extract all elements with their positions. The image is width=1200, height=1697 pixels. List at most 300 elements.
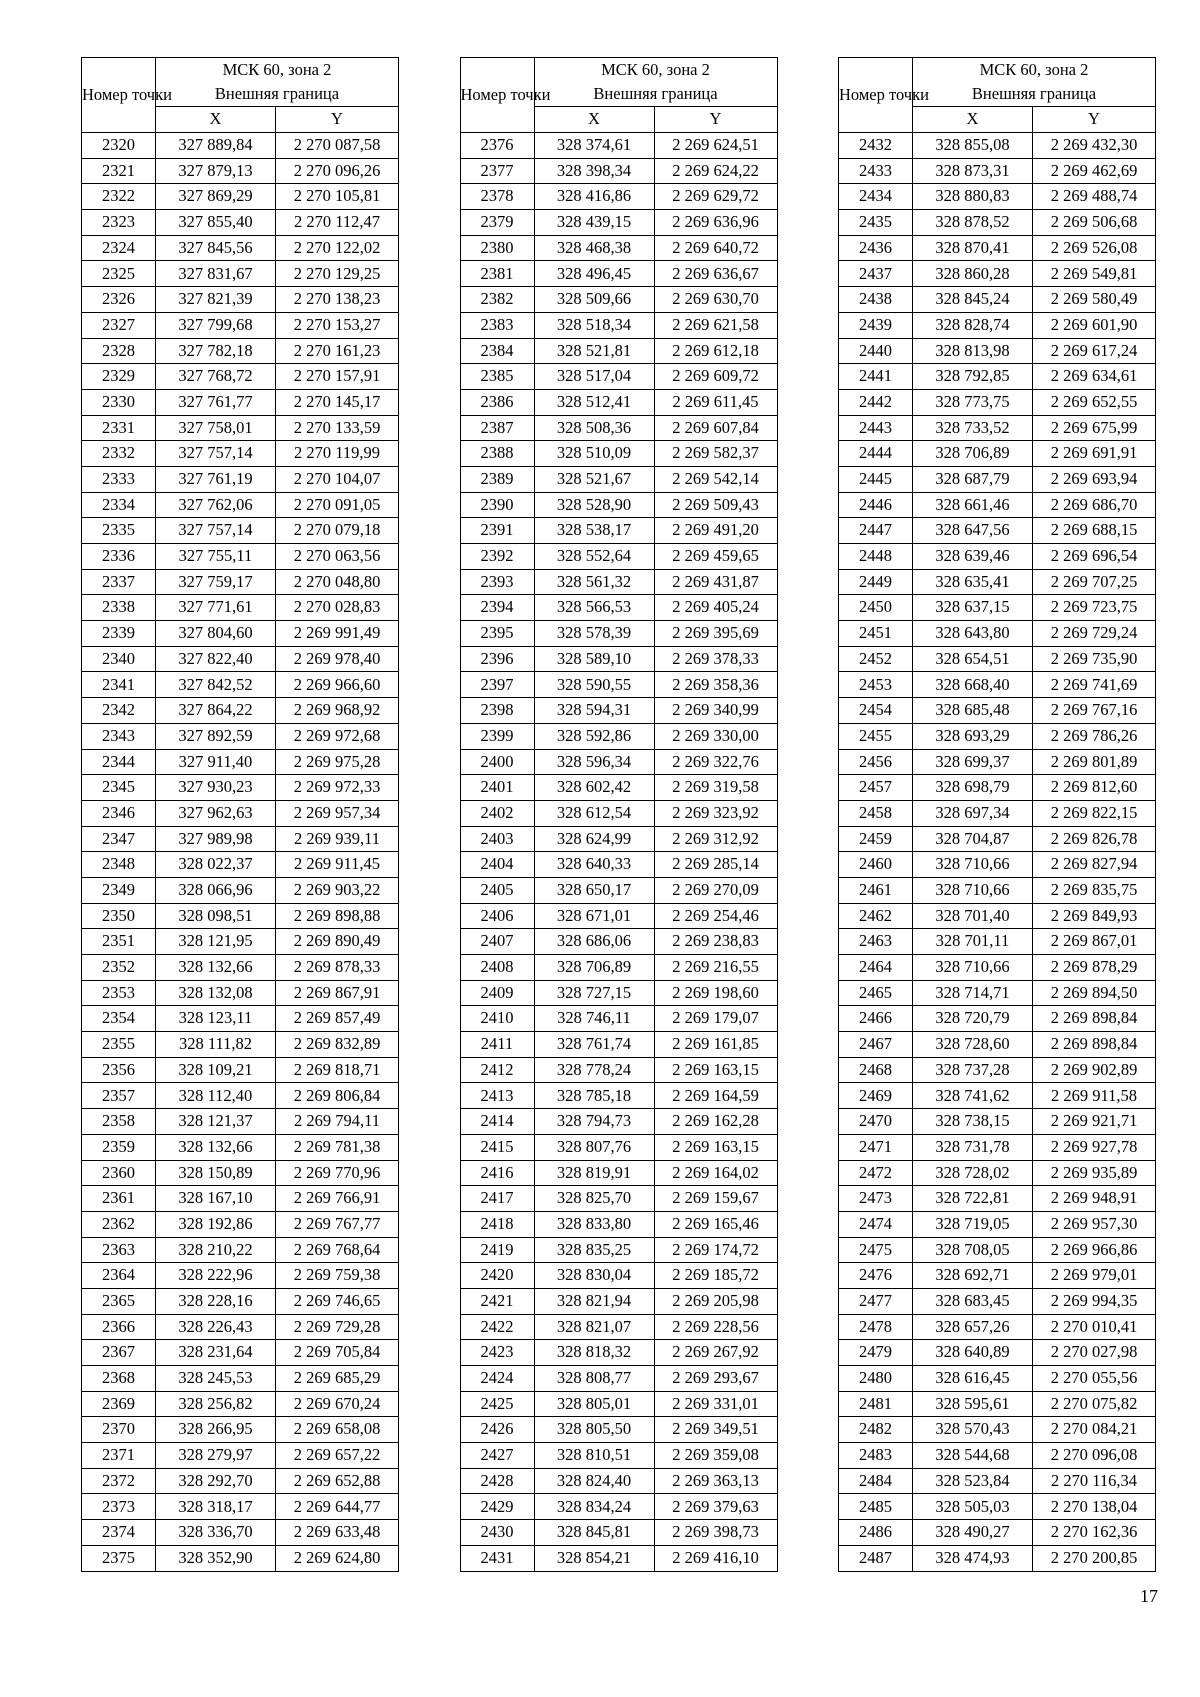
point-number-cell: 2436 bbox=[839, 235, 913, 261]
point-number-cell: 2341 bbox=[82, 672, 156, 698]
coordinates-table-3 bbox=[838, 57, 1156, 1572]
table-row bbox=[82, 749, 399, 775]
table-row bbox=[460, 800, 777, 826]
point-number-cell: 2409 bbox=[460, 980, 534, 1006]
y-coordinate-cell: 2 269 957,30 bbox=[1033, 1211, 1156, 1237]
x-coordinate-cell: 328 640,33 bbox=[534, 852, 654, 878]
table-row bbox=[460, 389, 777, 415]
point-number-cell: 2354 bbox=[82, 1006, 156, 1032]
x-coordinate-cell: 327 930,23 bbox=[156, 775, 276, 801]
point-number-cell: 2365 bbox=[82, 1288, 156, 1314]
table-row bbox=[82, 1443, 399, 1469]
header-point-number: Номер точки bbox=[839, 58, 913, 133]
y-coordinate-cell: 2 270 138,04 bbox=[1033, 1494, 1156, 1520]
x-coordinate-cell: 328 834,24 bbox=[534, 1494, 654, 1520]
y-coordinate-cell: 2 269 822,15 bbox=[1033, 800, 1156, 826]
point-number-cell: 2456 bbox=[839, 749, 913, 775]
point-number-cell: 2408 bbox=[460, 955, 534, 981]
x-coordinate-cell: 328 167,10 bbox=[156, 1186, 276, 1212]
x-coordinate-cell: 328 508,36 bbox=[534, 415, 654, 441]
point-number-cell: 2482 bbox=[839, 1417, 913, 1443]
point-number-cell: 2381 bbox=[460, 261, 534, 287]
table-row bbox=[460, 903, 777, 929]
x-coordinate-cell: 328 561,32 bbox=[534, 569, 654, 595]
y-coordinate-cell: 2 269 312,92 bbox=[654, 826, 777, 852]
x-coordinate-cell: 328 596,34 bbox=[534, 749, 654, 775]
table-row bbox=[460, 261, 777, 287]
y-coordinate-cell: 2 270 116,34 bbox=[1033, 1468, 1156, 1494]
x-coordinate-cell: 328 686,06 bbox=[534, 929, 654, 955]
x-coordinate-cell: 328 738,15 bbox=[913, 1109, 1033, 1135]
y-coordinate-cell: 2 269 432,30 bbox=[1033, 133, 1156, 159]
y-coordinate-cell: 2 270 087,58 bbox=[276, 133, 399, 159]
x-coordinate-cell: 328 123,11 bbox=[156, 1006, 276, 1032]
point-number-cell: 2444 bbox=[839, 441, 913, 467]
x-coordinate-cell: 328 778,24 bbox=[534, 1057, 654, 1083]
x-coordinate-cell: 328 616,45 bbox=[913, 1366, 1033, 1392]
x-coordinate-cell: 327 757,14 bbox=[156, 441, 276, 467]
y-coordinate-cell: 2 269 948,91 bbox=[1033, 1186, 1156, 1212]
y-coordinate-cell: 2 269 898,84 bbox=[1033, 1006, 1156, 1032]
table-row bbox=[839, 1134, 1156, 1160]
x-coordinate-cell: 328 805,01 bbox=[534, 1391, 654, 1417]
x-coordinate-cell: 328 637,15 bbox=[913, 595, 1033, 621]
point-number-cell: 2421 bbox=[460, 1288, 534, 1314]
table-row bbox=[839, 1211, 1156, 1237]
x-coordinate-cell: 328 066,96 bbox=[156, 877, 276, 903]
table-row bbox=[839, 852, 1156, 878]
y-coordinate-cell: 2 269 164,02 bbox=[654, 1160, 777, 1186]
table-row bbox=[460, 338, 777, 364]
table-row bbox=[839, 1237, 1156, 1263]
x-coordinate-cell: 328 228,16 bbox=[156, 1288, 276, 1314]
table-body bbox=[839, 133, 1156, 1572]
table-row bbox=[839, 1417, 1156, 1443]
y-coordinate-cell: 2 269 696,54 bbox=[1033, 544, 1156, 570]
y-coordinate-cell: 2 269 319,58 bbox=[654, 775, 777, 801]
y-coordinate-cell: 2 269 612,18 bbox=[654, 338, 777, 364]
x-coordinate-cell: 328 517,04 bbox=[534, 364, 654, 390]
y-coordinate-cell: 2 269 652,55 bbox=[1033, 389, 1156, 415]
table-row bbox=[82, 1263, 399, 1289]
y-coordinate-cell: 2 269 636,96 bbox=[654, 210, 777, 236]
y-coordinate-cell: 2 269 729,28 bbox=[276, 1314, 399, 1340]
y-coordinate-cell: 2 269 978,40 bbox=[276, 646, 399, 672]
x-coordinate-cell: 328 496,45 bbox=[534, 261, 654, 287]
y-coordinate-cell: 2 269 267,92 bbox=[654, 1340, 777, 1366]
point-number-cell: 2483 bbox=[839, 1443, 913, 1469]
point-number-cell: 2392 bbox=[460, 544, 534, 570]
point-number-cell: 2449 bbox=[839, 569, 913, 595]
x-coordinate-cell: 328 112,40 bbox=[156, 1083, 276, 1109]
y-coordinate-cell: 2 269 322,76 bbox=[654, 749, 777, 775]
table-row bbox=[839, 569, 1156, 595]
table-row bbox=[82, 723, 399, 749]
point-number-cell: 2404 bbox=[460, 852, 534, 878]
table-row bbox=[460, 492, 777, 518]
point-number-cell: 2359 bbox=[82, 1134, 156, 1160]
y-coordinate-cell: 2 269 939,11 bbox=[276, 826, 399, 852]
table-row bbox=[460, 466, 777, 492]
x-coordinate-cell: 328 731,78 bbox=[913, 1134, 1033, 1160]
point-number-cell: 2432 bbox=[839, 133, 913, 159]
page-number: 17 bbox=[1140, 1586, 1158, 1606]
table-row bbox=[460, 852, 777, 878]
table-row bbox=[839, 929, 1156, 955]
y-coordinate-cell: 2 269 378,33 bbox=[654, 646, 777, 672]
point-number-cell: 2441 bbox=[839, 364, 913, 390]
point-number-cell: 2402 bbox=[460, 800, 534, 826]
y-coordinate-cell: 2 269 624,22 bbox=[654, 158, 777, 184]
y-coordinate-cell: 2 269 349,51 bbox=[654, 1417, 777, 1443]
table-row bbox=[460, 646, 777, 672]
point-number-cell: 2478 bbox=[839, 1314, 913, 1340]
table-row bbox=[839, 877, 1156, 903]
point-number-cell: 2407 bbox=[460, 929, 534, 955]
point-number-cell: 2413 bbox=[460, 1083, 534, 1109]
y-coordinate-cell: 2 269 228,56 bbox=[654, 1314, 777, 1340]
point-number-cell: 2378 bbox=[460, 184, 534, 210]
point-number-cell: 2323 bbox=[82, 210, 156, 236]
x-coordinate-cell: 328 818,32 bbox=[534, 1340, 654, 1366]
table-row bbox=[839, 235, 1156, 261]
y-coordinate-cell: 2 269 658,08 bbox=[276, 1417, 399, 1443]
table-row bbox=[839, 980, 1156, 1006]
y-coordinate-cell: 2 270 055,56 bbox=[1033, 1366, 1156, 1392]
table-row bbox=[839, 364, 1156, 390]
point-number-cell: 2405 bbox=[460, 877, 534, 903]
y-coordinate-cell: 2 269 634,61 bbox=[1033, 364, 1156, 390]
x-coordinate-cell: 328 810,51 bbox=[534, 1443, 654, 1469]
point-number-cell: 2338 bbox=[82, 595, 156, 621]
point-number-cell: 2343 bbox=[82, 723, 156, 749]
point-number-cell: 2383 bbox=[460, 312, 534, 338]
x-coordinate-cell: 328 870,41 bbox=[913, 235, 1033, 261]
table-row bbox=[82, 1391, 399, 1417]
point-number-cell: 2374 bbox=[82, 1520, 156, 1546]
point-number-cell: 2450 bbox=[839, 595, 913, 621]
y-coordinate-cell: 2 269 890,49 bbox=[276, 929, 399, 955]
x-coordinate-cell: 328 528,90 bbox=[534, 492, 654, 518]
table-row bbox=[82, 133, 399, 159]
table-row bbox=[82, 1288, 399, 1314]
table-row bbox=[460, 1391, 777, 1417]
point-number-cell: 2428 bbox=[460, 1468, 534, 1494]
point-number-cell: 2397 bbox=[460, 672, 534, 698]
table-row bbox=[460, 1134, 777, 1160]
coordinate-tables bbox=[81, 57, 1156, 1572]
point-number-cell: 2467 bbox=[839, 1032, 913, 1058]
x-coordinate-cell: 328 794,73 bbox=[534, 1109, 654, 1135]
x-coordinate-cell: 328 416,86 bbox=[534, 184, 654, 210]
point-number-cell: 2480 bbox=[839, 1366, 913, 1392]
y-coordinate-cell: 2 269 966,60 bbox=[276, 672, 399, 698]
table-row bbox=[82, 621, 399, 647]
table-row bbox=[82, 1366, 399, 1392]
point-number-cell: 2385 bbox=[460, 364, 534, 390]
table-row bbox=[460, 569, 777, 595]
x-coordinate-cell: 328 727,15 bbox=[534, 980, 654, 1006]
x-coordinate-cell: 328 825,70 bbox=[534, 1186, 654, 1212]
point-number-cell: 2476 bbox=[839, 1263, 913, 1289]
table-row bbox=[460, 1186, 777, 1212]
y-coordinate-cell: 2 269 609,72 bbox=[654, 364, 777, 390]
x-coordinate-cell: 328 647,56 bbox=[913, 518, 1033, 544]
x-coordinate-cell: 328 595,61 bbox=[913, 1391, 1033, 1417]
x-coordinate-cell: 328 714,71 bbox=[913, 980, 1033, 1006]
point-number-cell: 2335 bbox=[82, 518, 156, 544]
x-coordinate-cell: 328 761,74 bbox=[534, 1032, 654, 1058]
y-coordinate-cell: 2 269 161,85 bbox=[654, 1032, 777, 1058]
table-row bbox=[82, 1314, 399, 1340]
x-coordinate-cell: 328 792,85 bbox=[913, 364, 1033, 390]
point-number-cell: 2351 bbox=[82, 929, 156, 955]
point-number-cell: 2479 bbox=[839, 1340, 913, 1366]
y-coordinate-cell: 2 269 735,90 bbox=[1033, 646, 1156, 672]
x-coordinate-cell: 328 098,51 bbox=[156, 903, 276, 929]
y-coordinate-cell: 2 269 670,24 bbox=[276, 1391, 399, 1417]
y-coordinate-cell: 2 269 921,71 bbox=[1033, 1109, 1156, 1135]
y-coordinate-cell: 2 270 112,47 bbox=[276, 210, 399, 236]
table-row bbox=[839, 1366, 1156, 1392]
table-row bbox=[82, 364, 399, 390]
y-coordinate-cell: 2 269 898,84 bbox=[1033, 1032, 1156, 1058]
y-coordinate-cell: 2 270 138,23 bbox=[276, 287, 399, 313]
y-coordinate-cell: 2 269 630,70 bbox=[654, 287, 777, 313]
point-number-cell: 2358 bbox=[82, 1109, 156, 1135]
table-row bbox=[82, 210, 399, 236]
table-row bbox=[460, 621, 777, 647]
point-number-cell: 2427 bbox=[460, 1443, 534, 1469]
point-number-cell: 2398 bbox=[460, 698, 534, 724]
x-coordinate-cell: 327 757,14 bbox=[156, 518, 276, 544]
table-row bbox=[839, 903, 1156, 929]
point-number-cell: 2346 bbox=[82, 800, 156, 826]
table-row bbox=[839, 1314, 1156, 1340]
x-coordinate-cell: 327 771,61 bbox=[156, 595, 276, 621]
table-row bbox=[839, 338, 1156, 364]
point-number-cell: 2417 bbox=[460, 1186, 534, 1212]
x-coordinate-cell: 328 808,77 bbox=[534, 1366, 654, 1392]
table-row bbox=[839, 415, 1156, 441]
table-row bbox=[82, 492, 399, 518]
point-number-cell: 2463 bbox=[839, 929, 913, 955]
point-number-cell: 2336 bbox=[82, 544, 156, 570]
y-coordinate-cell: 2 269 878,29 bbox=[1033, 955, 1156, 981]
x-coordinate-cell: 327 845,56 bbox=[156, 235, 276, 261]
y-coordinate-cell: 2 269 786,26 bbox=[1033, 723, 1156, 749]
table-row bbox=[82, 1186, 399, 1212]
point-number-cell: 2470 bbox=[839, 1109, 913, 1135]
table-row bbox=[460, 184, 777, 210]
table-row bbox=[82, 235, 399, 261]
y-coordinate-cell: 2 270 161,23 bbox=[276, 338, 399, 364]
table-row bbox=[82, 595, 399, 621]
table-row bbox=[82, 1057, 399, 1083]
y-coordinate-cell: 2 269 174,72 bbox=[654, 1237, 777, 1263]
y-coordinate-cell: 2 269 794,11 bbox=[276, 1109, 399, 1135]
x-coordinate-cell: 327 911,40 bbox=[156, 749, 276, 775]
table-row bbox=[460, 672, 777, 698]
x-coordinate-cell: 328 854,21 bbox=[534, 1545, 654, 1571]
table-row bbox=[839, 518, 1156, 544]
table-row bbox=[839, 312, 1156, 338]
table-row bbox=[460, 1263, 777, 1289]
table-row bbox=[460, 1545, 777, 1571]
x-coordinate-cell: 328 510,09 bbox=[534, 441, 654, 467]
y-coordinate-cell: 2 269 911,58 bbox=[1033, 1083, 1156, 1109]
point-number-cell: 2419 bbox=[460, 1237, 534, 1263]
y-coordinate-cell: 2 269 994,35 bbox=[1033, 1288, 1156, 1314]
table-row bbox=[839, 184, 1156, 210]
table-row bbox=[82, 672, 399, 698]
table-row bbox=[839, 492, 1156, 518]
table-row bbox=[82, 1494, 399, 1520]
y-coordinate-cell: 2 269 806,84 bbox=[276, 1083, 399, 1109]
x-coordinate-cell: 328 719,05 bbox=[913, 1211, 1033, 1237]
table-row bbox=[839, 1340, 1156, 1366]
y-coordinate-cell: 2 269 675,99 bbox=[1033, 415, 1156, 441]
x-coordinate-cell: 327 759,17 bbox=[156, 569, 276, 595]
point-number-cell: 2364 bbox=[82, 1263, 156, 1289]
y-coordinate-cell: 2 269 927,78 bbox=[1033, 1134, 1156, 1160]
x-coordinate-cell: 328 589,10 bbox=[534, 646, 654, 672]
point-number-cell: 2360 bbox=[82, 1160, 156, 1186]
y-coordinate-cell: 2 269 723,75 bbox=[1033, 595, 1156, 621]
point-number-cell: 2327 bbox=[82, 312, 156, 338]
x-coordinate-cell: 328 226,43 bbox=[156, 1314, 276, 1340]
y-coordinate-cell: 2 269 657,22 bbox=[276, 1443, 399, 1469]
point-number-cell: 2342 bbox=[82, 698, 156, 724]
table-row bbox=[460, 1288, 777, 1314]
point-number-cell: 2440 bbox=[839, 338, 913, 364]
table-row bbox=[839, 1263, 1156, 1289]
y-coordinate-cell: 2 269 903,22 bbox=[276, 877, 399, 903]
point-number-cell: 2477 bbox=[839, 1288, 913, 1314]
point-number-cell: 2331 bbox=[82, 415, 156, 441]
table-row bbox=[839, 1186, 1156, 1212]
y-coordinate-cell: 2 269 198,60 bbox=[654, 980, 777, 1006]
y-coordinate-cell: 2 270 010,41 bbox=[1033, 1314, 1156, 1340]
y-coordinate-cell: 2 269 972,68 bbox=[276, 723, 399, 749]
point-number-cell: 2472 bbox=[839, 1160, 913, 1186]
y-coordinate-cell: 2 269 640,72 bbox=[654, 235, 777, 261]
y-coordinate-cell: 2 269 179,07 bbox=[654, 1006, 777, 1032]
table-row bbox=[82, 312, 399, 338]
y-coordinate-cell: 2 270 157,91 bbox=[276, 364, 399, 390]
point-number-cell: 2389 bbox=[460, 466, 534, 492]
point-number-cell: 2395 bbox=[460, 621, 534, 647]
point-number-cell: 2382 bbox=[460, 287, 534, 313]
y-coordinate-cell: 2 269 162,28 bbox=[654, 1109, 777, 1135]
table-row bbox=[839, 261, 1156, 287]
header-y: Y bbox=[654, 107, 777, 133]
x-coordinate-cell: 327 842,52 bbox=[156, 672, 276, 698]
y-coordinate-cell: 2 269 801,89 bbox=[1033, 749, 1156, 775]
header-coordinate-system: МСК 60, зона 2 Внешняя граница bbox=[913, 58, 1156, 107]
table-row bbox=[82, 1134, 399, 1160]
point-number-cell: 2363 bbox=[82, 1237, 156, 1263]
y-coordinate-cell: 2 270 153,27 bbox=[276, 312, 399, 338]
point-number-cell: 2324 bbox=[82, 235, 156, 261]
x-coordinate-cell: 328 592,86 bbox=[534, 723, 654, 749]
x-coordinate-cell: 328 468,38 bbox=[534, 235, 654, 261]
table-row bbox=[839, 826, 1156, 852]
x-coordinate-cell: 327 831,67 bbox=[156, 261, 276, 287]
table-row bbox=[460, 158, 777, 184]
x-coordinate-cell: 328 570,43 bbox=[913, 1417, 1033, 1443]
y-coordinate-cell: 2 270 079,18 bbox=[276, 518, 399, 544]
point-number-cell: 2332 bbox=[82, 441, 156, 467]
y-coordinate-cell: 2 269 812,60 bbox=[1033, 775, 1156, 801]
y-coordinate-cell: 2 269 894,50 bbox=[1033, 980, 1156, 1006]
y-coordinate-cell: 2 269 975,28 bbox=[276, 749, 399, 775]
point-number-cell: 2337 bbox=[82, 569, 156, 595]
y-coordinate-cell: 2 270 133,59 bbox=[276, 415, 399, 441]
x-coordinate-cell: 327 761,77 bbox=[156, 389, 276, 415]
table-row bbox=[839, 1083, 1156, 1109]
point-number-cell: 2377 bbox=[460, 158, 534, 184]
y-coordinate-cell: 2 269 488,74 bbox=[1033, 184, 1156, 210]
table-row bbox=[839, 672, 1156, 698]
point-number-cell: 2459 bbox=[839, 826, 913, 852]
table-row bbox=[460, 877, 777, 903]
y-coordinate-cell: 2 269 979,01 bbox=[1033, 1263, 1156, 1289]
x-coordinate-cell: 328 318,17 bbox=[156, 1494, 276, 1520]
table-row bbox=[82, 261, 399, 287]
point-number-cell: 2460 bbox=[839, 852, 913, 878]
table-row bbox=[82, 1109, 399, 1135]
y-coordinate-cell: 2 270 063,56 bbox=[276, 544, 399, 570]
x-coordinate-cell: 328 668,40 bbox=[913, 672, 1033, 698]
point-number-cell: 2321 bbox=[82, 158, 156, 184]
x-coordinate-cell: 328 683,45 bbox=[913, 1288, 1033, 1314]
point-number-cell: 2454 bbox=[839, 698, 913, 724]
table-row bbox=[460, 1032, 777, 1058]
point-number-cell: 2412 bbox=[460, 1057, 534, 1083]
x-coordinate-cell: 328 845,81 bbox=[534, 1520, 654, 1546]
x-coordinate-cell: 328 722,81 bbox=[913, 1186, 1033, 1212]
y-coordinate-cell: 2 270 119,99 bbox=[276, 441, 399, 467]
y-coordinate-cell: 2 269 159,67 bbox=[654, 1186, 777, 1212]
point-number-cell: 2400 bbox=[460, 749, 534, 775]
x-coordinate-cell: 328 602,42 bbox=[534, 775, 654, 801]
table-row bbox=[839, 1032, 1156, 1058]
table-row bbox=[460, 1160, 777, 1186]
x-coordinate-cell: 328 813,98 bbox=[913, 338, 1033, 364]
header-point-number: Номер точки bbox=[460, 58, 534, 133]
table-row bbox=[82, 1032, 399, 1058]
y-coordinate-cell: 2 269 832,89 bbox=[276, 1032, 399, 1058]
point-number-cell: 2326 bbox=[82, 287, 156, 313]
point-number-cell: 2347 bbox=[82, 826, 156, 852]
table-row bbox=[460, 698, 777, 724]
y-coordinate-cell: 2 269 867,91 bbox=[276, 980, 399, 1006]
x-coordinate-cell: 328 706,89 bbox=[913, 441, 1033, 467]
y-coordinate-cell: 2 269 216,55 bbox=[654, 955, 777, 981]
table-row bbox=[460, 1520, 777, 1546]
point-number-cell: 2325 bbox=[82, 261, 156, 287]
point-number-cell: 2474 bbox=[839, 1211, 913, 1237]
table-row bbox=[839, 287, 1156, 313]
x-coordinate-cell: 328 490,27 bbox=[913, 1520, 1033, 1546]
x-coordinate-cell: 328 245,53 bbox=[156, 1366, 276, 1392]
header-point-number: Номер точки bbox=[82, 58, 156, 133]
x-coordinate-cell: 328 121,37 bbox=[156, 1109, 276, 1135]
y-coordinate-cell: 2 270 104,07 bbox=[276, 466, 399, 492]
y-coordinate-cell: 2 269 849,93 bbox=[1033, 903, 1156, 929]
x-coordinate-cell: 327 889,84 bbox=[156, 133, 276, 159]
